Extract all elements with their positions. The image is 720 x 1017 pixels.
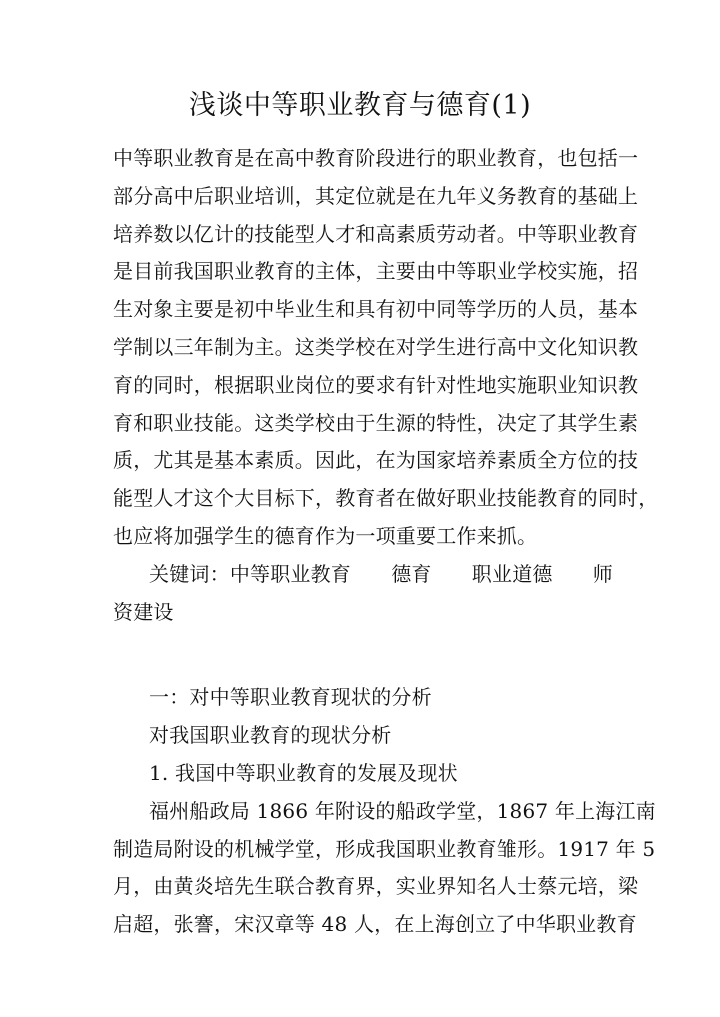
keywords-label: 关键词： — [149, 561, 230, 586]
abstract-line: 育的同时，根据职业岗位的要求有针对性地实施职业知识教 — [113, 372, 639, 397]
keywords-continuation: 资建设 — [113, 599, 174, 624]
section-gap — [113, 631, 613, 679]
keyword-item: 中等职业教育 — [229, 561, 352, 586]
abstract-line: 是目前我国职业教育的主体，主要由中等职业学校实施，招 — [113, 259, 639, 284]
abstract-line: 能型人才这个大目标下，教育者在做好职业技能教育的同时， — [113, 486, 659, 511]
abstract-line: 学制以三年制为主。这类学校在对学生进行高中文化知识教 — [113, 334, 639, 359]
history-line: 月，由黄炎培先生联合教育界，实业界知名人士蔡元培，梁 — [113, 874, 639, 899]
abstract-line: 育和职业技能。这类学校由于生源的特性，决定了其学生素 — [113, 410, 639, 435]
keywords-label-and-first — [149, 556, 351, 594]
keywords-line — [113, 556, 613, 594]
abstract-line: 也应将加强学生的德育作为一项重要工作来抓。 — [113, 523, 538, 548]
page-title: 浅谈中等职业教育与德育(1) — [188, 90, 532, 121]
abstract-line: 部分高中后职业培训，其定位就是在九年义务教育的基础上 — [113, 183, 639, 208]
abstract-line: 中等职业教育是在高中教育阶段进行的职业教育，也包括一 — [113, 146, 639, 170]
document-body — [113, 140, 659, 944]
history-line: 福州船政局 1866 年附设的船政学堂，1867 年上海江南 — [149, 798, 656, 823]
subheading: 对我国职业教育的现状分析 — [149, 723, 392, 748]
history-line: 制造局附设的机械学堂，形成我国职业教育雏形。1917 年 5 — [113, 836, 656, 861]
keyword-item: 职业道德 — [471, 561, 553, 586]
abstract-line: 生对象主要是初中毕业生和具有初中同等学历的人员，基本 — [113, 297, 639, 322]
point-heading: 1. 我国中等职业教育的发展及现状 — [149, 760, 458, 785]
keyword-item: 德育 — [391, 561, 432, 586]
keyword-item: 师 — [592, 561, 613, 586]
history-line: 启超，张謇，宋汉章等 48 人，在上海创立了中华职业教育 — [113, 912, 637, 937]
abstract-line: 质，尤其是基本素质。因此，在为国家培养素质全方位的技 — [113, 448, 639, 473]
abstract-line: 培养数以亿计的技能型人才和高素质劳动者。中等职业教育 — [113, 221, 639, 246]
section-heading: 一：对中等职业教育现状的分析 — [149, 685, 432, 710]
